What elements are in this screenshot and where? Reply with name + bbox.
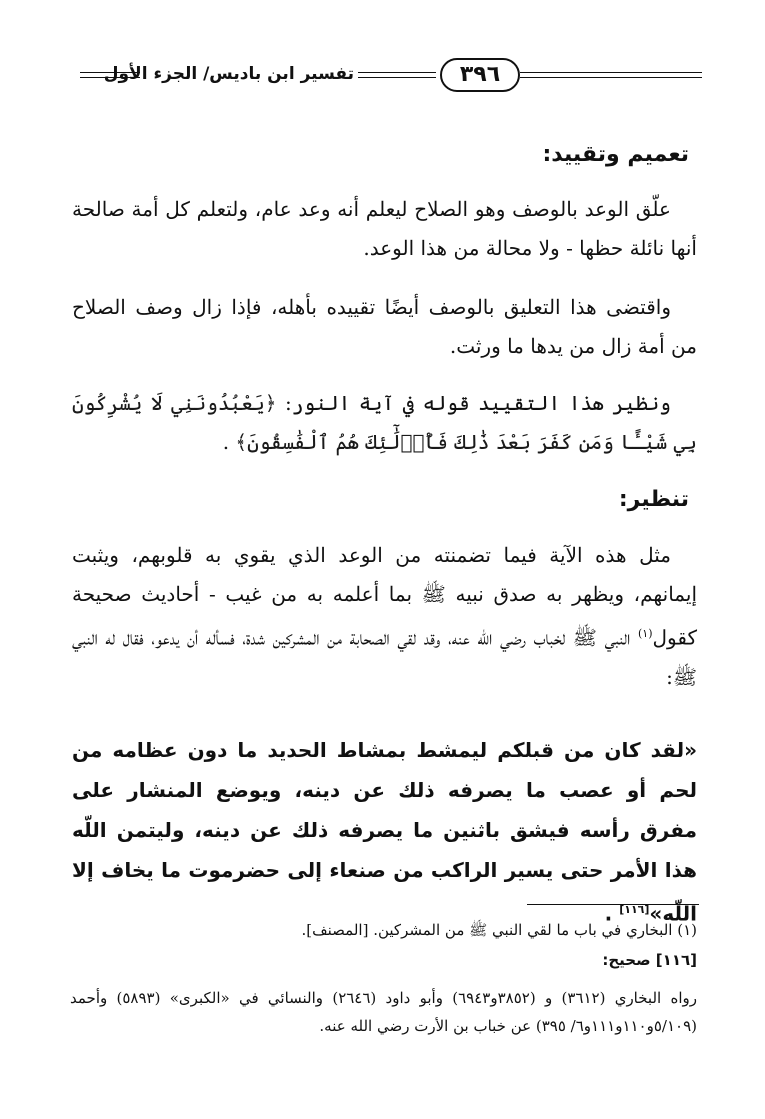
hadith-text: «لقد كان من قبلكم ليمشط بمشاط الحديد ما دون عظامه من لحم أو عصب ما يصرفه ذلك عن دينه، ويوضع المنشار على مفرق رأسه فيشق باثنين ما يصرفه ذلك عن دينه، وليتمن اللّه هذا الأمر حتى يسير الراكب من صنعاء إلى حضرموت ما يخاف إلا اللّه» — [72, 738, 697, 926]
paragraph-promise — [72, 190, 697, 268]
header-rule-middle — [358, 72, 436, 78]
hadith-intro-text-a: مثل هذه الآية فيما تضمنته من الوعد الذي يقوي به قلوبهم، ويثبت إيمانهم، ويظهر به صدق نبيه ﷺ بما أعلمه به من غيب - أحاديث صحيحة كقول — [72, 543, 697, 650]
citation-intro: ونظير هذا التقييد قوله في آية النور: — [285, 391, 671, 415]
footnote-116-text: رواه البخاري (٣٦١٢) و (٣٨٥٢و٦٩٤٣) وأبو داود (٢٦٤٦) والنسائي في «الكبرى» (٥٨٩٣) وأحمد (٥/١٠٩و١١٠و١١١و٦/ ٣٩٥) عن خباب بن الأرت رضي الله عنه. — [70, 989, 697, 1035]
section-heading-analogy: تنظير: — [618, 487, 689, 512]
footnote-separator — [527, 904, 699, 905]
quran-verse: ﴿يَعْبُدُونَنِي لَا يُشْرِكُونَ بِي شَيْـًٔا وَمَن كَفَرَ بَعْدَ ذَٰلِكَ فَأُو۟لَٰٓئِكَ هُمُ ٱلْفَٰسِقُونَ﴾ — [72, 391, 697, 454]
page-number: ٣٩٦ — [440, 58, 520, 92]
hadith-end: . — [604, 901, 613, 926]
footnote-116-label: [١١٦] صحيح: — [602, 951, 697, 969]
paragraph-restriction — [72, 288, 697, 366]
footnote-1: (١) البخاري في باب ما لقي النبي ﷺ من المشركين. [المصنف]. — [301, 921, 697, 939]
verse-end: . — [222, 430, 230, 454]
page-header — [70, 58, 702, 92]
paragraph-hadith-intro — [72, 536, 697, 697]
footnote-ref-1[interactable]: (١) — [637, 627, 653, 640]
header-rule-right — [520, 72, 702, 78]
paragraph-restriction-text: واقتضى هذا التعليق بالوصف أيضًا تقييده بأهله، فإذا زال وصف الصلاح من أمة زال من يدها ما ورثت. — [72, 295, 697, 358]
section-heading-generalization: تعميم وتقييد: — [542, 142, 689, 167]
paragraph-verse-citation — [72, 384, 697, 462]
hadith-intro-text-b: النبي ﷺ لخباب رضي الله عنه، وقد لقي الصحابة من المشركين شدة، فسأله أن يدعو، فقال له النبي ﷺ: — [72, 625, 697, 689]
hadith-ref-116[interactable]: [١١٦] — [619, 903, 650, 916]
running-title: تفسير ابن باديس/ الجزء الأول — [103, 64, 354, 84]
paragraph-promise-text: علّق الوعد بالوصف وهو الصلاح ليعلم أنه وعد عام، ولتعلم كل أمة صالحة أنها نائلة حظها - ولا محالة من هذا الوعد. — [72, 197, 697, 260]
